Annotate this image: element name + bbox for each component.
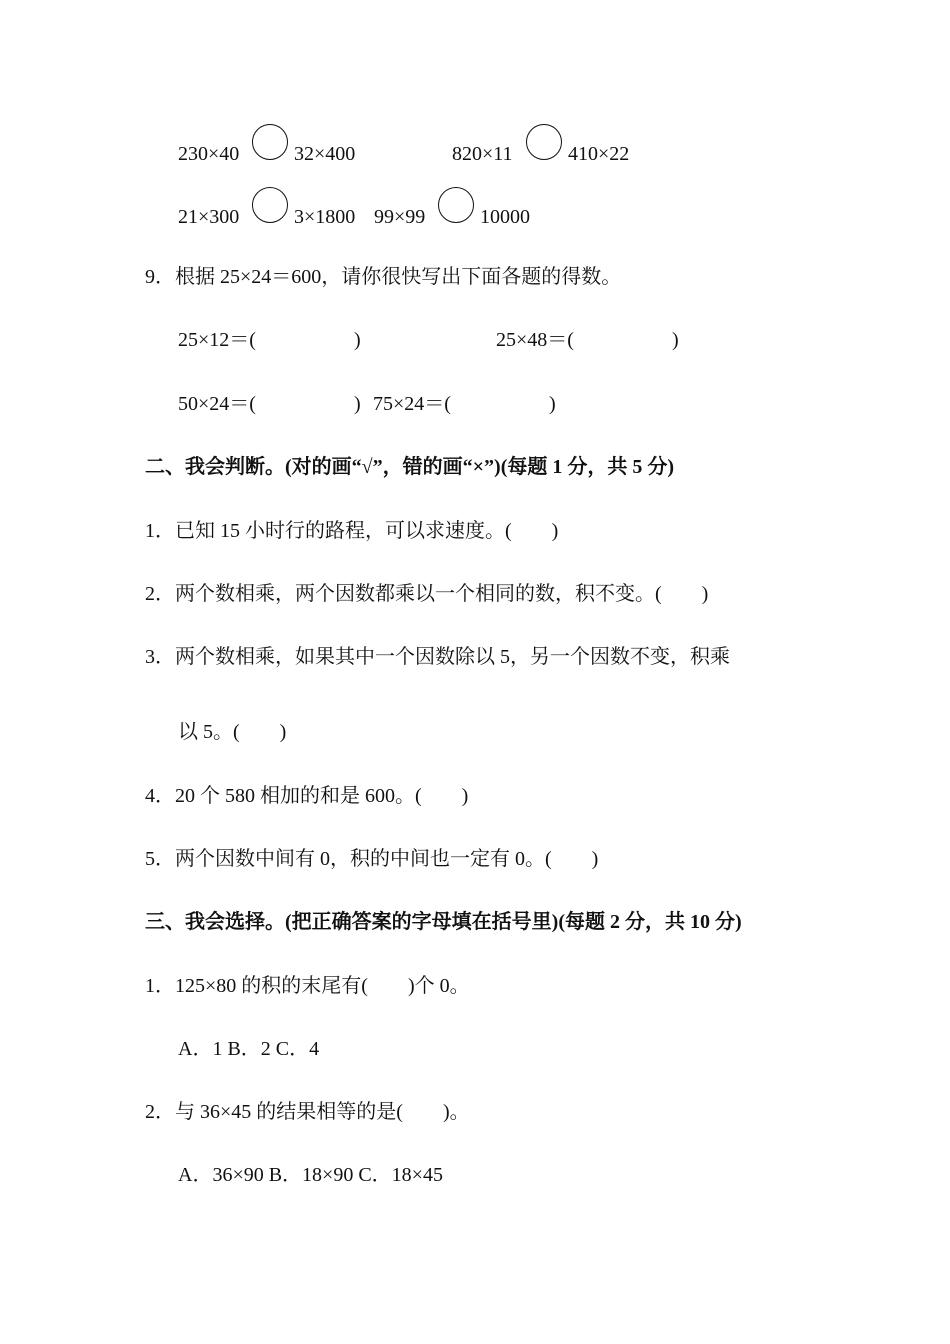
compare-circle-2b[interactable] (438, 187, 474, 223)
choice-q2: 2．与 36×45 的结果相等的是( )。 (145, 1101, 470, 1123)
judge-item-1: 1．已知 15 小时行的路程，可以求速度。( ) (145, 520, 559, 542)
compare-2b-right: 10000 (480, 206, 530, 228)
q9-item-1-close: ) (354, 329, 361, 351)
q9-item-2-expr: 25×48＝( (496, 329, 574, 351)
judge-item-3: 3．两个数相乘，如果其中一个因数除以 5，另一个因数不变，积乘 (145, 646, 730, 668)
compare-2a-left: 21×300 (178, 206, 240, 228)
choice-q2-options: A．36×90 B．18×90 C．18×45 (178, 1164, 443, 1186)
q9-prompt: 9．根据 25×24＝600，请你很快写出下面各题的得数。 (145, 266, 622, 288)
compare-1b-left: 820×11 (452, 143, 513, 165)
q9-item-3-close: ) (354, 393, 361, 415)
choice-q1: 1．125×80 的积的末尾有( )个 0。 (145, 975, 470, 997)
judge-item-4: 4．20 个 580 相加的和是 600。( ) (145, 785, 469, 807)
compare-1a-right: 32×400 (294, 143, 356, 165)
q9-item-1-expr: 25×12＝( (178, 329, 256, 351)
q9-item-4-expr: 75×24＝( (373, 393, 451, 415)
compare-1b-right: 410×22 (568, 143, 630, 165)
judge-item-5: 5．两个因数中间有 0，积的中间也一定有 0。( ) (145, 848, 599, 870)
compare-circle-1b[interactable] (526, 124, 562, 160)
judge-item-3-continued: 以 5。( ) (178, 721, 287, 743)
compare-circle-2a[interactable] (252, 187, 288, 223)
judge-item-2: 2．两个数相乘，两个因数都乘以一个相同的数，积不变。( ) (145, 583, 709, 605)
section-3-title: 三、我会选择。(把正确答案的字母填在括号里)(每题 2 分，共 10 分) (145, 911, 742, 933)
choice-q1-options: A．1 B．2 C．4 (178, 1038, 320, 1060)
compare-1a-left: 230×40 (178, 143, 240, 165)
section-2-title: 二、我会判断。(对的画“√”，错的画“×”)(每题 1 分，共 5 分) (145, 456, 675, 478)
compare-circle-1a[interactable] (252, 124, 288, 160)
q9-item-4-close: ) (549, 393, 556, 415)
compare-2a-right: 3×1800 (294, 206, 356, 228)
q9-item-2-close: ) (672, 329, 679, 351)
q9-item-3-expr: 50×24＝( (178, 393, 256, 415)
compare-2b-left: 99×99 (374, 206, 426, 228)
